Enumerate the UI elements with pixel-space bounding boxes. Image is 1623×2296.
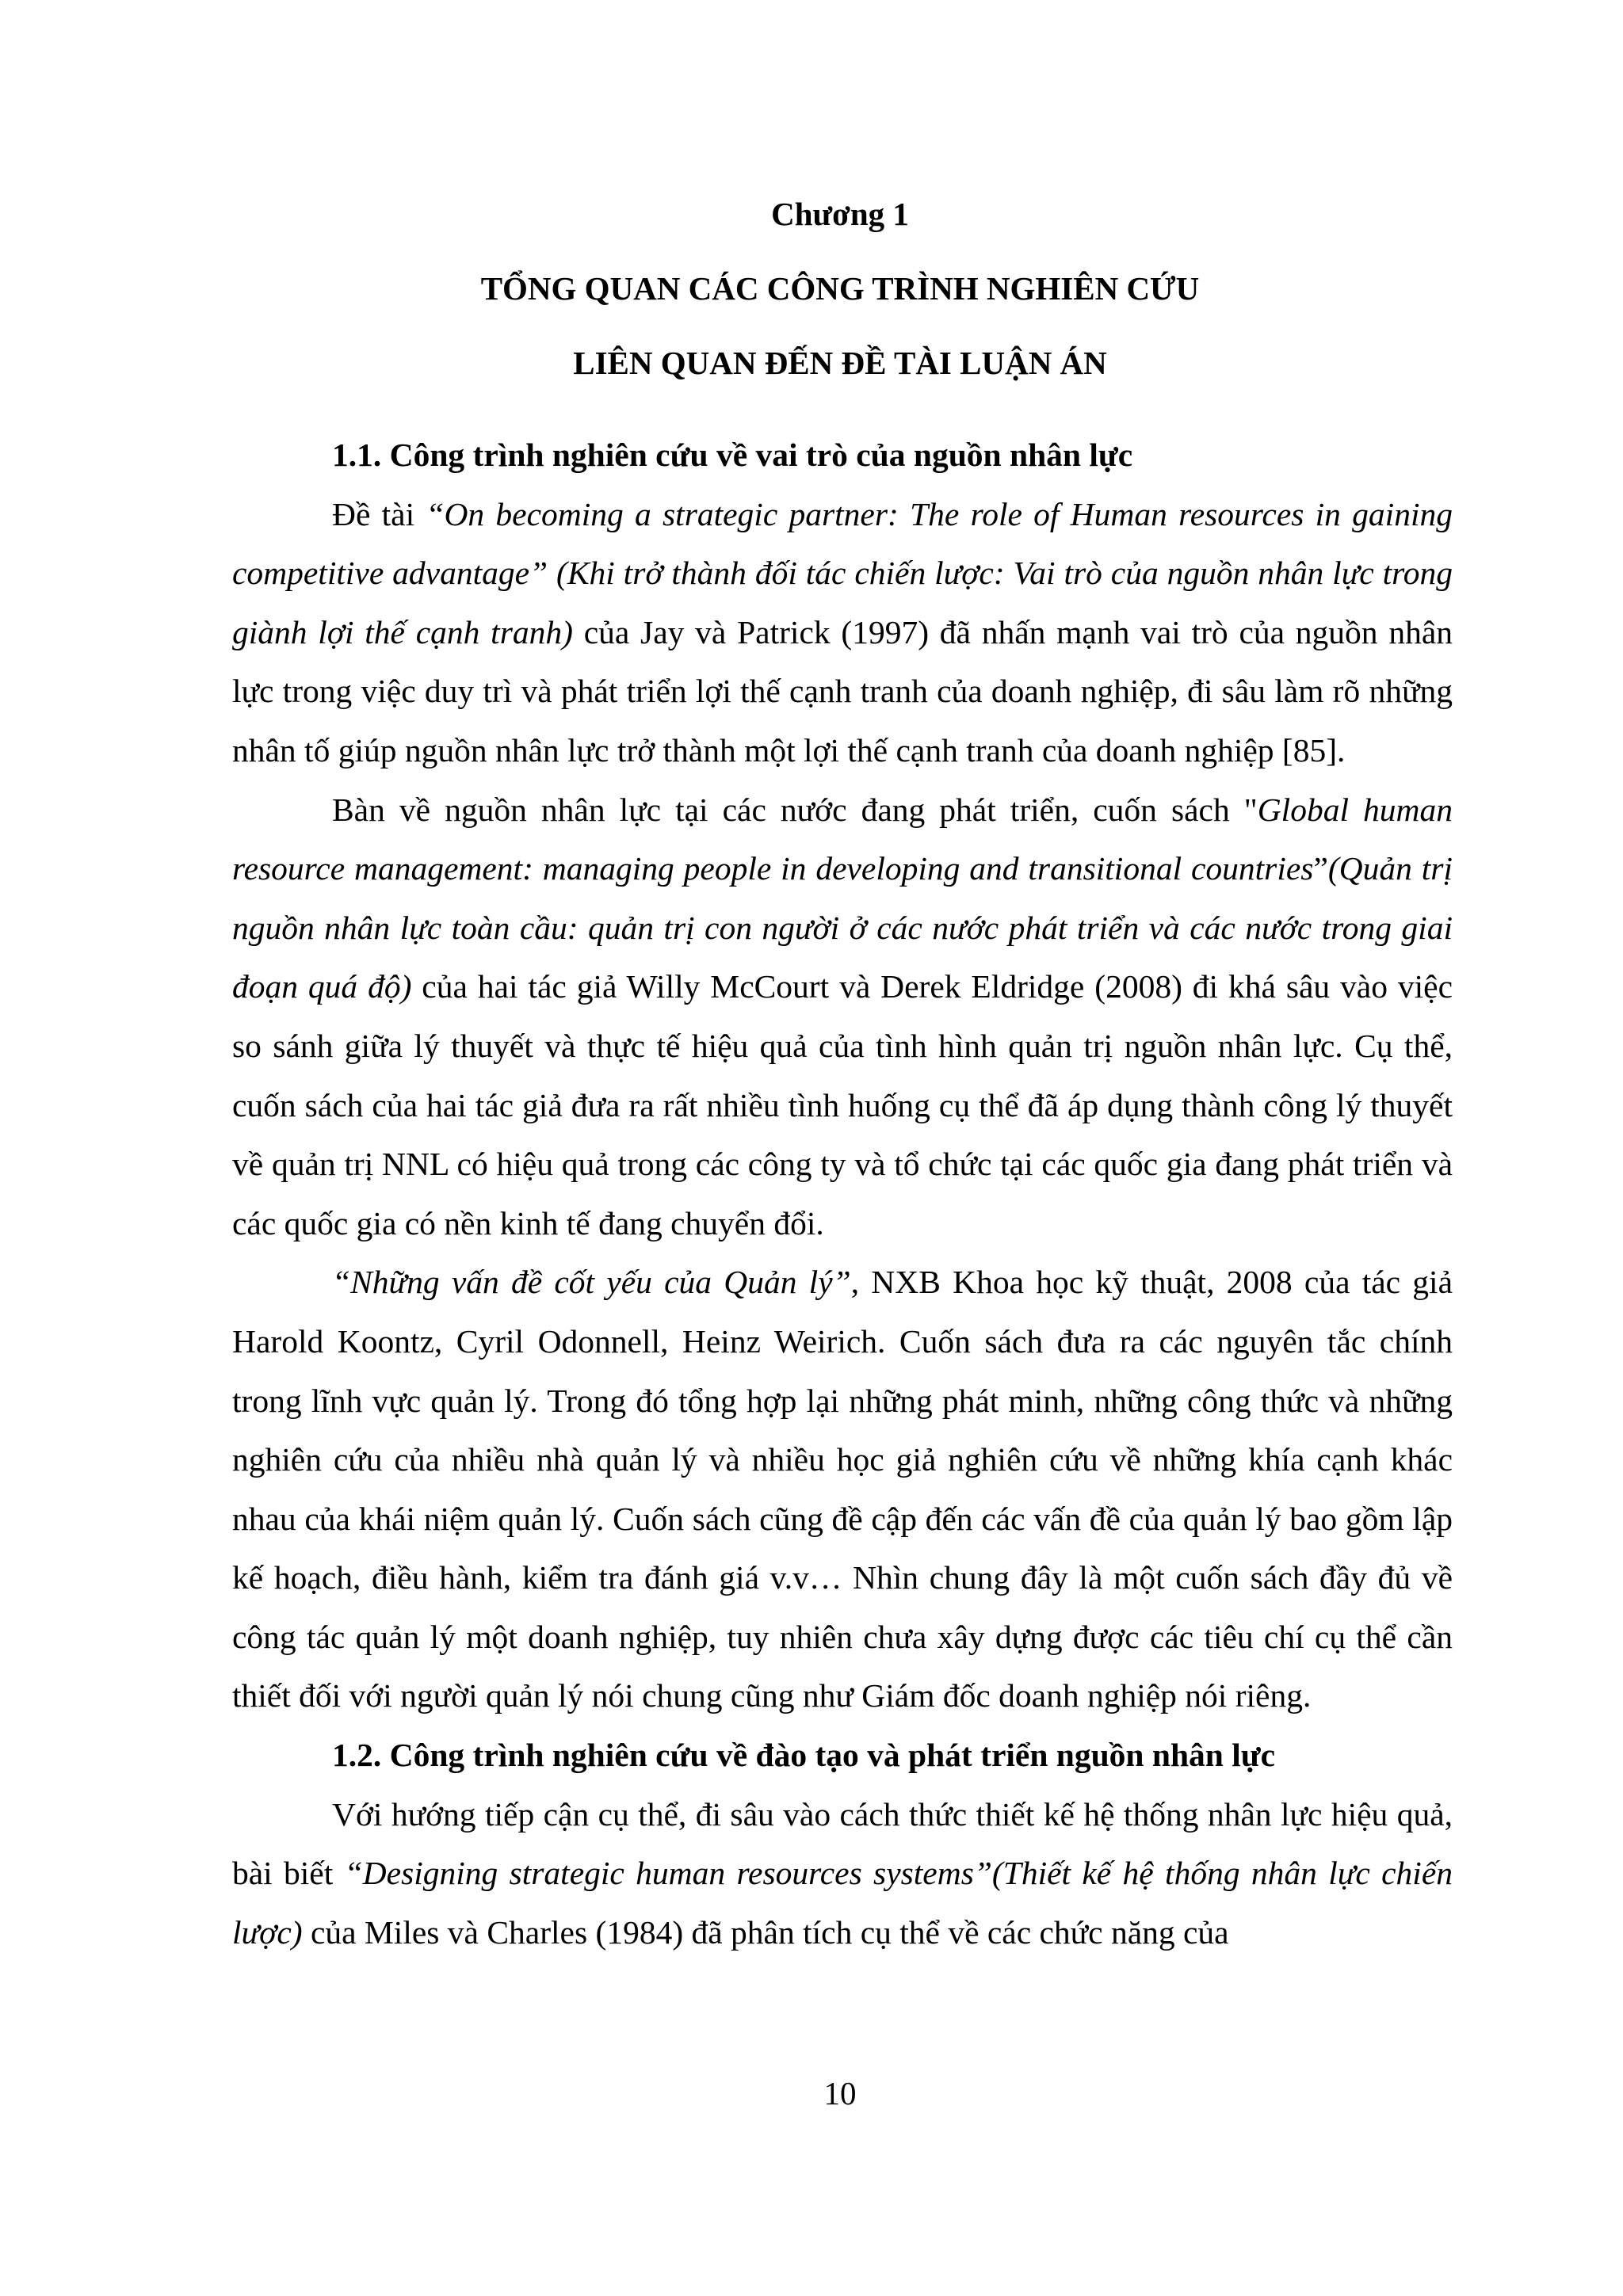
- chapter-title-line-1: TỔNG QUAN CÁC CÔNG TRÌNH NGHIÊN CỨU: [480, 270, 1200, 307]
- text-run: của Miles và Charles (1984) đã phân tích cụ thể về các chức năng của: [302, 1913, 1229, 1951]
- paragraph: [232, 1785, 1453, 1962]
- section-heading-1-1: 1.1. Công trình nghiên cứu về vai trò của nguồn nhân lực: [332, 437, 1133, 473]
- text-run: của Jay và Patrick (1997) đã nhấn mạnh vai trò của nguồn nhân lực trong việc duy trì và phát triển lợi thế cạnh tranh của doanh nghiệp, đi sâu làm rõ những nhân tố giúp nguồn nhân lực trở thành một lợi thế cạnh tranh của doanh nghiệp [85].: [232, 613, 1453, 769]
- text-run: , NXB Khoa học kỹ thuật, 2008 của tác giả Harold Koontz, Cyril Odonnell, Heinz Weirich. Cuốn sách đưa ra các nguyên tắc chính trong lĩnh vực quản lý. Trong đó tổng hợp lại những phát minh, những công thức và những nghiên cứu của nhiều nhà quản lý và nhiều học giả nghiên cứu về những khía cạnh khác nhau của khái niệm quản lý. Cuốn sách cũng đề cập đến các vấn đề của quản lý bao gồm lập kế hoạch, điều hành, kiểm tra đánh giá v.v… Nhìn chung đây là một cuốn sách đầy đủ về công tác quản lý một doanh nghiệp, tuy nhiên chưa xây dựng được các tiêu chí cụ thể cần thiết đối với người quản lý nói chung cũng như Giám đốc doanh nghiệp nói riêng.: [232, 1264, 1453, 1714]
- text-run: Với hướng tiếp cận cụ thể, đi sâu vào cách thức thiết kế hệ thống nhân lực hiệu quả, bài biết: [232, 1795, 1453, 1892]
- text-run: Bàn về nguồn nhân lực tại các nước đang phát triển, cuốn sách ": [332, 791, 1258, 828]
- chapter-title-line-2: LIÊN QUAN ĐẾN ĐỀ TÀI LUẬN ÁN: [573, 345, 1107, 381]
- chapter-label: Chương 1: [771, 196, 909, 232]
- page-number: 10: [823, 2075, 857, 2111]
- italic-title: Global human resource management: managing people in developing and transitional countries: [232, 791, 1453, 887]
- text-run: ”: [1313, 850, 1328, 887]
- text-run: Đề tài: [332, 495, 426, 532]
- italic-title: “Những vấn đề cốt yếu của Quản lý”: [332, 1264, 851, 1301]
- section-heading-1-2: 1.2. Công trình nghiên cứu về đào tạo và phát triển nguồn nhân lực: [332, 1737, 1276, 1774]
- chapter-body: [232, 425, 1453, 1962]
- italic-translation: (Quản trị nguồn nhân lực toàn cầu: quản trị con người ở các nước phát triển và các nước trong giai đoạn quá độ): [232, 850, 1453, 1005]
- italic-title: “Designing strategic human resources systems”(Thiết kế hệ thống nhân lực chiến lược): [232, 1855, 1453, 1951]
- paragraph: [232, 1253, 1453, 1726]
- paragraph: [232, 485, 1453, 780]
- italic-title: “On becoming a strategic partner: The role of Human resources in gaining competitive advantage” (Khi trở thành đối tác chiến lược: Vai trò của nguồn nhân lực trong giành lợi thế cạnh tranh): [232, 495, 1453, 650]
- paragraph: [232, 780, 1453, 1253]
- chapter-heading: [0, 190, 1623, 414]
- text-run: của hai tác giả Willy McCourt và Derek Eldridge (2008) đi khá sâu vào việc so sánh giữa lý thuyết và thực tế hiệu quả của tình hình quản trị nguồn nhân lực. Cụ thể, cuốn sách của hai tác giả đưa ra rất nhiều tình huống cụ thể đã áp dụng thành công lý thuyết về quản trị NNL có hiệu quả trong các công ty và tổ chức tại các quốc gia đang phát triển và các quốc gia có nền kinh tế đang chuyển đổi.: [232, 968, 1453, 1241]
